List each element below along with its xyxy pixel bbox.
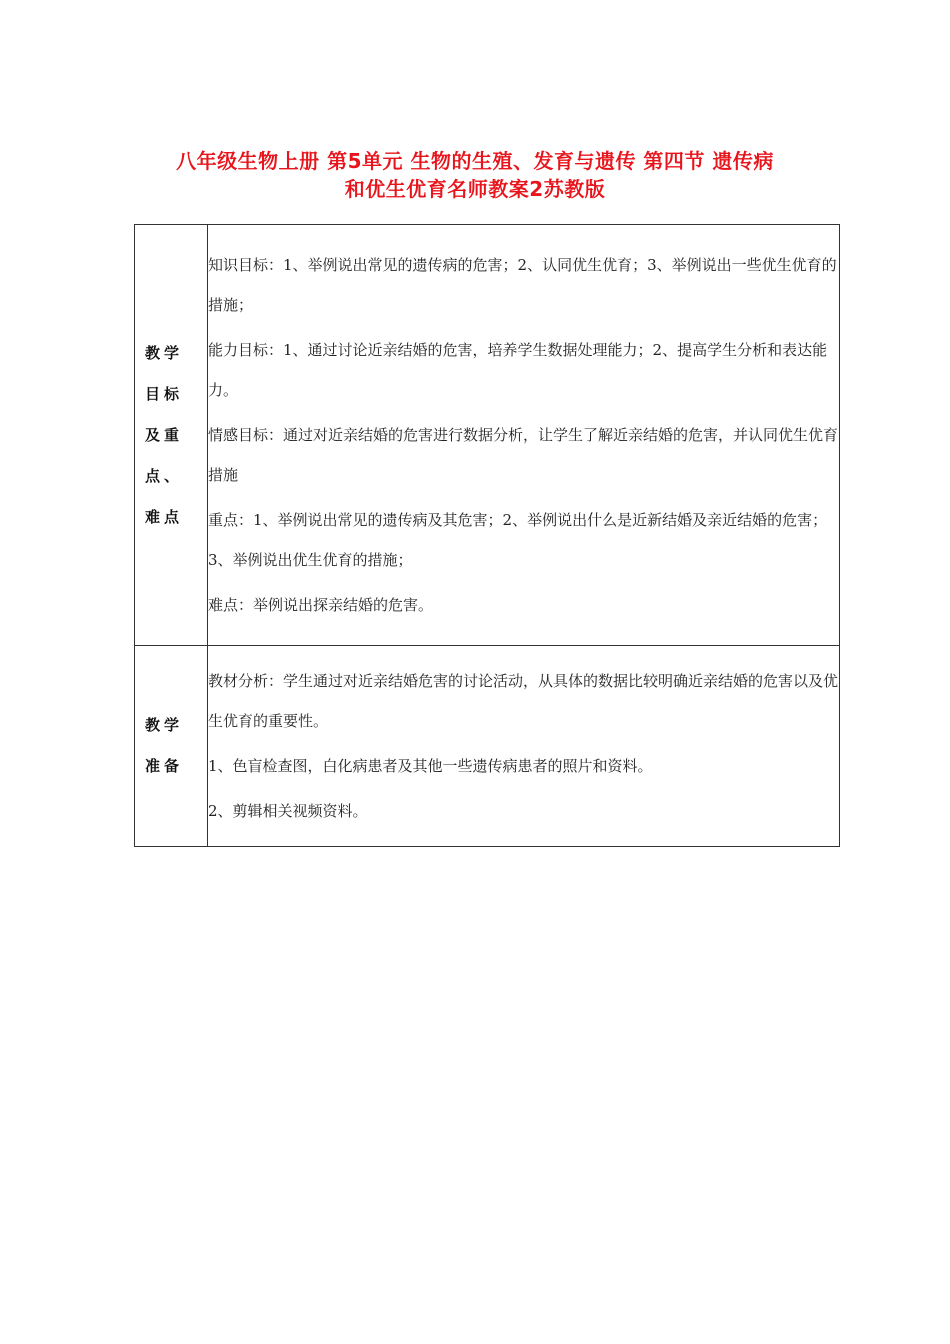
- emotion-objective: 情感目标：通过对近亲结婚的危害进行数据分析，让学生了解近亲结婚的危害，并认同优生优育措施: [208, 426, 839, 484]
- document-title-line-1: 八年级生物上册 第5单元 生物的生殖、发育与遗传 第四节 遗传病: [176, 149, 774, 173]
- knowledge-objective: 知识目标：1、举例说出常见的遗传病的危害；2、认同优生优育；3、举例说出一些优生优育的措施；: [208, 256, 837, 314]
- document-title-line-2: 和优生优育名师教案2苏教版: [344, 177, 606, 201]
- row-label-cell: [135, 225, 208, 646]
- row-label-preparation: 教学准备: [145, 716, 184, 775]
- table-row-preparation: [135, 646, 840, 847]
- preparation-item-2: 2、剪辑相关视频资料。: [208, 802, 368, 820]
- key-points: 重点：1、举例说出常见的遗传病及其危害；2、举例说出什么是近新结婚及亲近结婚的危害；3、举例说出优生优育的措施；: [208, 511, 828, 569]
- row-label-cell: [135, 646, 208, 847]
- row-content-objectives: [208, 225, 840, 646]
- lesson-plan-table: [134, 224, 840, 847]
- material-analysis: 教材分析：学生通过对近亲结婚危害的讨论活动，从具体的数据比较明确近亲结婚的危害以及优生优育的重要性。: [208, 672, 839, 730]
- row-content-preparation: [208, 646, 840, 847]
- table-row-objectives: [135, 225, 840, 646]
- difficult-points: 难点：举例说出探亲结婚的危害。: [208, 596, 434, 614]
- row-label-objectives: 教学目标及重点、难点: [145, 343, 184, 526]
- ability-objective: 能力目标：1、通过讨论近亲结婚的危害，培养学生数据处理能力；2、提高学生分析和表达能力。: [208, 341, 828, 399]
- preparation-item-1: 1、色盲检查图，白化病患者及其他一些遗传病患者的照片和资料。: [208, 757, 653, 775]
